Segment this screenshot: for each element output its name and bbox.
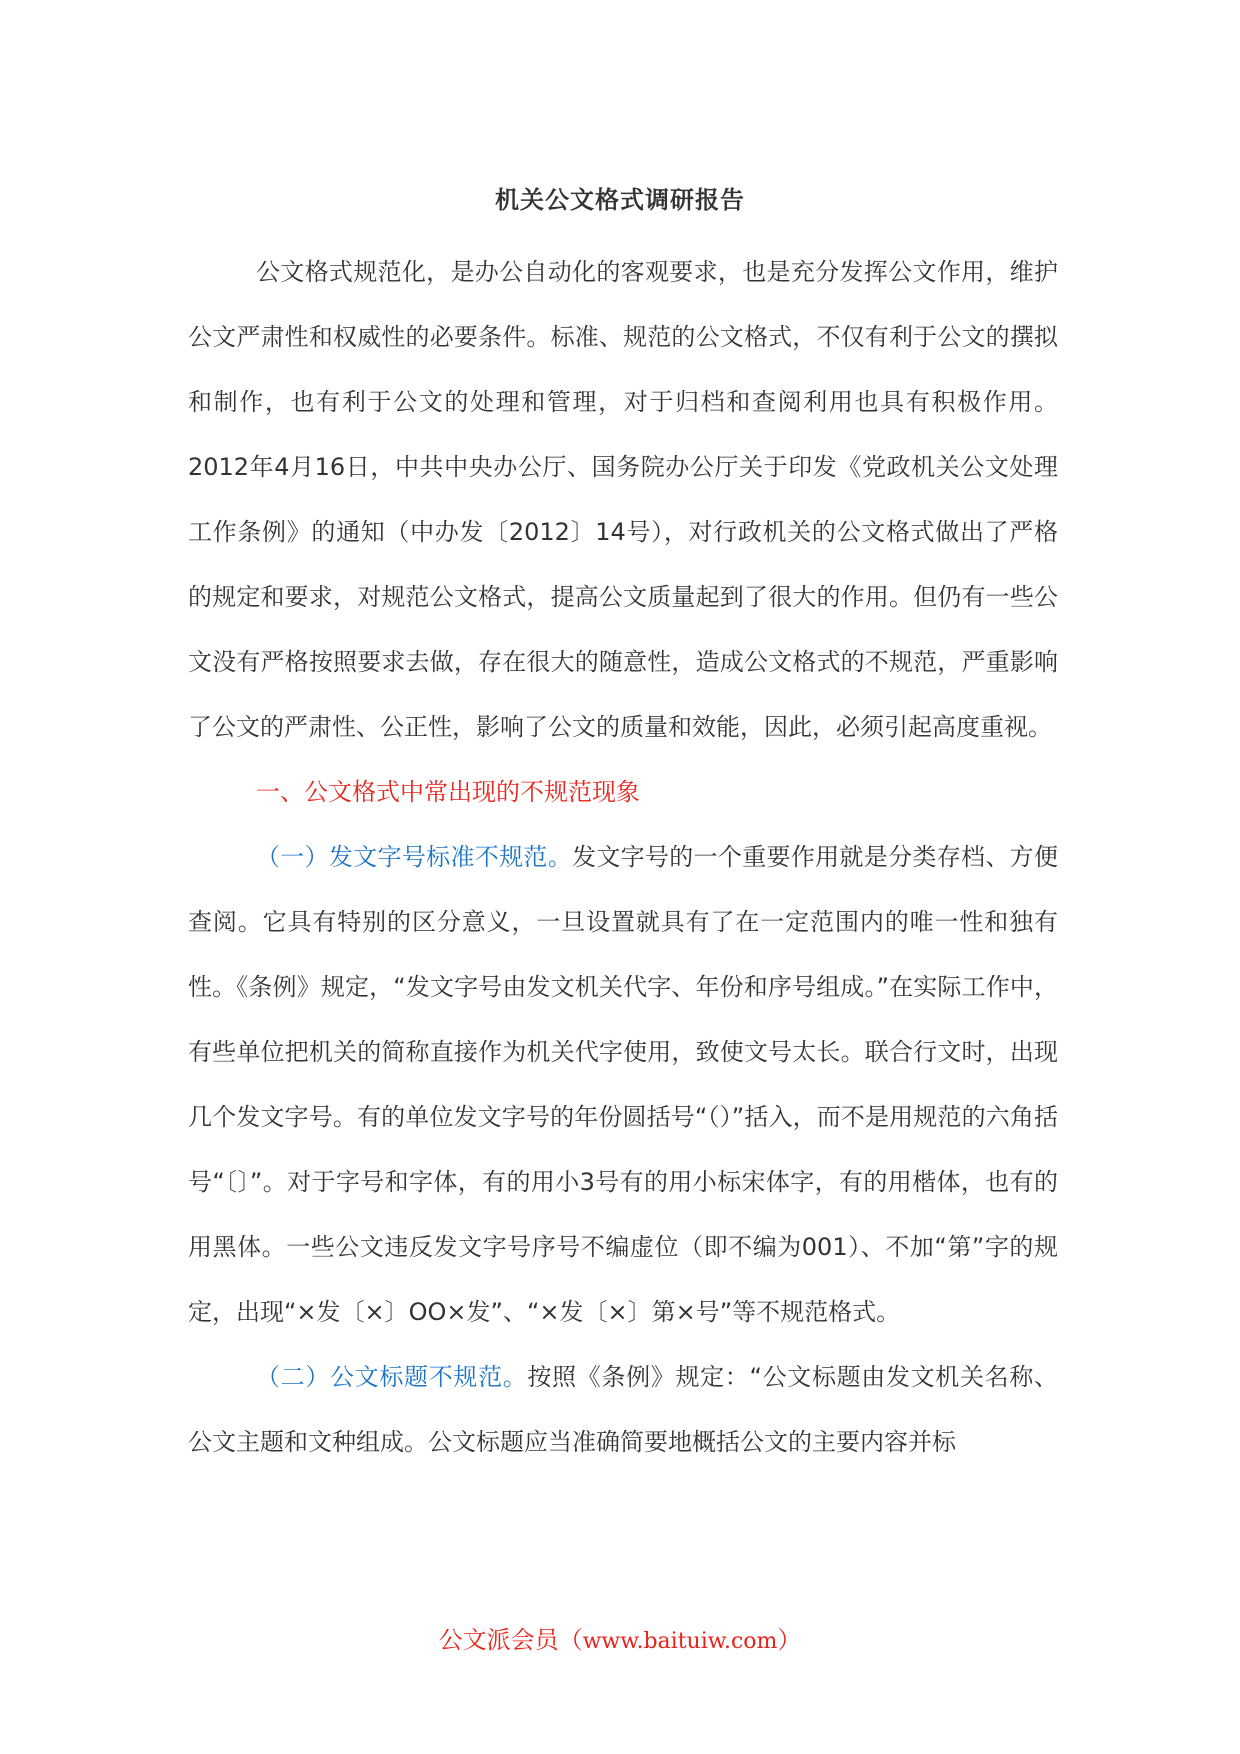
footer-close: ）	[777, 1626, 802, 1654]
document-title: 机关公文格式调研报告	[495, 186, 745, 214]
subsection-1-text: 发文字号的一个重要作用就是分类存档、方便查阅。它具有特别的区分意义，一旦设置就具有了在一定范围内的唯一性和独有性。《条例》规定，“发文字号由发文机关代字、年份和序号组成。”在实际工作中，有些单位把机关的简称直接作为机关代字使用，致使文号太长。联合行文时，出现几个发文字号。有的单位发文字号的年份圆括号“（）”括入，而不是用规范的六角括号“〔〕”。对于字号和字体，有的用小3号有的用小标宋体字，有的用楷体，也有的用黑体。一些公文违反发文字号序号不编虚位（即不编为001）、不加“第”字的规定，出现“×发〔×〕OO×发”、“×发〔×〕第×号”等不规范格式。	[188, 843, 1058, 1326]
subsection-2-paragraph	[188, 1345, 1058, 1475]
subsection-2-text: 按照《条例》规定：“公文标题由发文机关名称、公文主题和文种组成。公文标题应当准确简要地概括公文的主要内容并标	[188, 1363, 1059, 1456]
section-heading-1: 一、公文格式中常出现的不规范现象	[256, 778, 640, 806]
footer-label: 公文派会员（	[438, 1626, 583, 1654]
subsection-2-heading: （二）公文标题不规范。	[256, 1363, 528, 1391]
subsection-1-heading: （一）发文字号标准不规范。	[256, 843, 573, 871]
intro-paragraph: 公文格式规范化，是办公自动化的客观要求，也是充分发挥公文作用，维护公文严肃性和权威性的必要条件。标准、规范的公文格式，不仅有利于公文的撰拟和制作，也有利于公文的处理和管理，对于归档和查阅利用也具有积极作用。2012年4月16日，中共中央办公厅、国务院办公厅关于印发《党政机关公文处理工作条例》的通知（中办发〔2012〕14号），对行政机关的公文格式做出了严格的规定和要求，对规范公文格式，提高公文质量起到了很大的作用。但仍有一些公文没有严格按照要求去做，存在很大的随意性，造成公文格式的不规范，严重影响了公文的严肃性、公正性，影响了公文的质量和效能，因此，必须引起高度重视。	[188, 258, 1058, 741]
document-body	[188, 240, 1058, 1475]
footer-watermark	[0, 1620, 1240, 1655]
subsection-1-paragraph	[188, 825, 1058, 1345]
footer-url[interactable]: www.baituiw.com	[582, 1629, 778, 1654]
